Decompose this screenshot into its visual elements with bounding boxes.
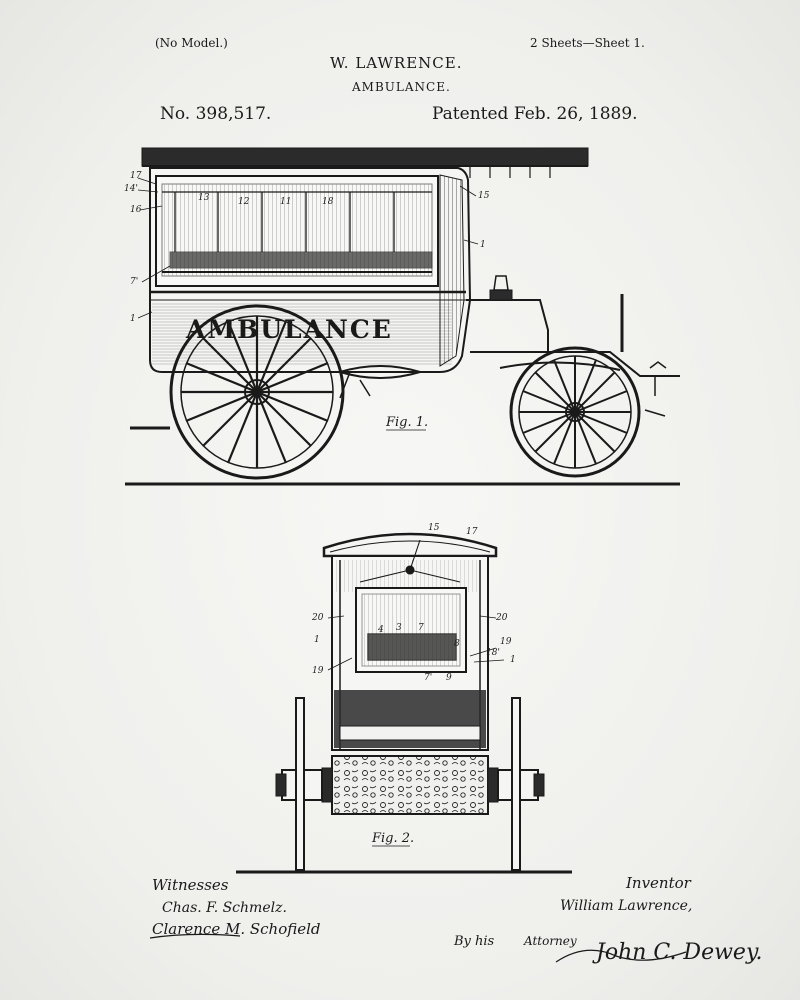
model-note: (No Model.) bbox=[155, 36, 228, 50]
ref-numeral: 1 bbox=[510, 655, 516, 665]
ref-numeral: 14' bbox=[124, 184, 138, 194]
ref-numeral: 3 bbox=[396, 623, 402, 633]
ref-numeral: 17 bbox=[130, 171, 142, 181]
inventor-signature: William Lawrence, bbox=[560, 898, 693, 914]
ref-numeral: 15 bbox=[478, 191, 490, 201]
front-wheel bbox=[511, 348, 639, 476]
ref-numeral: 7 bbox=[418, 623, 424, 633]
attorney-signature: John C. Dewey. bbox=[596, 940, 763, 965]
witness-1-signature: Chas. F. Schmelz. bbox=[162, 900, 287, 916]
ref-numeral: 7' bbox=[130, 277, 139, 287]
ref-numeral: 16 bbox=[130, 205, 142, 215]
ref-numeral: 13 bbox=[198, 193, 210, 203]
ref-numeral: 20 bbox=[312, 613, 324, 623]
sheet-count: 2 Sheets—Sheet 1. bbox=[530, 36, 645, 50]
ref-numeral: 1 bbox=[480, 240, 486, 250]
ambulance-side-lettering: AMBULANCE bbox=[186, 315, 393, 344]
patent-number: No. 398,517. bbox=[160, 104, 272, 124]
ref-numeral: 15 bbox=[428, 523, 440, 533]
ref-numeral: 18 bbox=[322, 197, 334, 207]
figure-2-rear-view bbox=[236, 534, 572, 872]
ref-numeral: 1 bbox=[314, 635, 320, 645]
ref-numeral: 8 bbox=[454, 639, 460, 649]
patent-date: Patented Feb. 26, 1889. bbox=[432, 104, 638, 124]
ref-numeral: 7' bbox=[424, 673, 433, 683]
patent-title: AMBULANCE. bbox=[352, 80, 451, 94]
inventor-label: Inventor bbox=[626, 874, 691, 892]
inventor-heading: W. LAWRENCE. bbox=[330, 54, 463, 72]
witness-2-signature: Clarence M. Schofield bbox=[152, 920, 321, 938]
witnesses-label: Witnesses bbox=[152, 876, 229, 894]
fig-2-label: Fig. 2. bbox=[372, 831, 415, 846]
ref-numeral: 17 bbox=[466, 527, 478, 537]
ref-numeral: 12 bbox=[238, 197, 250, 207]
ref-numeral: 18' bbox=[486, 648, 500, 658]
ref-numeral: 9 bbox=[446, 673, 452, 683]
ref-numeral: 1 bbox=[130, 314, 136, 324]
by-label: By his bbox=[454, 934, 495, 949]
ref-numeral: 20 bbox=[496, 613, 508, 623]
attorney-label: Attorney bbox=[524, 934, 577, 948]
ref-numeral: 19 bbox=[500, 637, 512, 647]
fig-1-label: Fig. 1. bbox=[386, 415, 429, 430]
ref-numeral: 19 bbox=[312, 666, 324, 676]
ref-numeral: 11 bbox=[280, 197, 292, 207]
ref-numeral: 4 bbox=[378, 625, 384, 635]
